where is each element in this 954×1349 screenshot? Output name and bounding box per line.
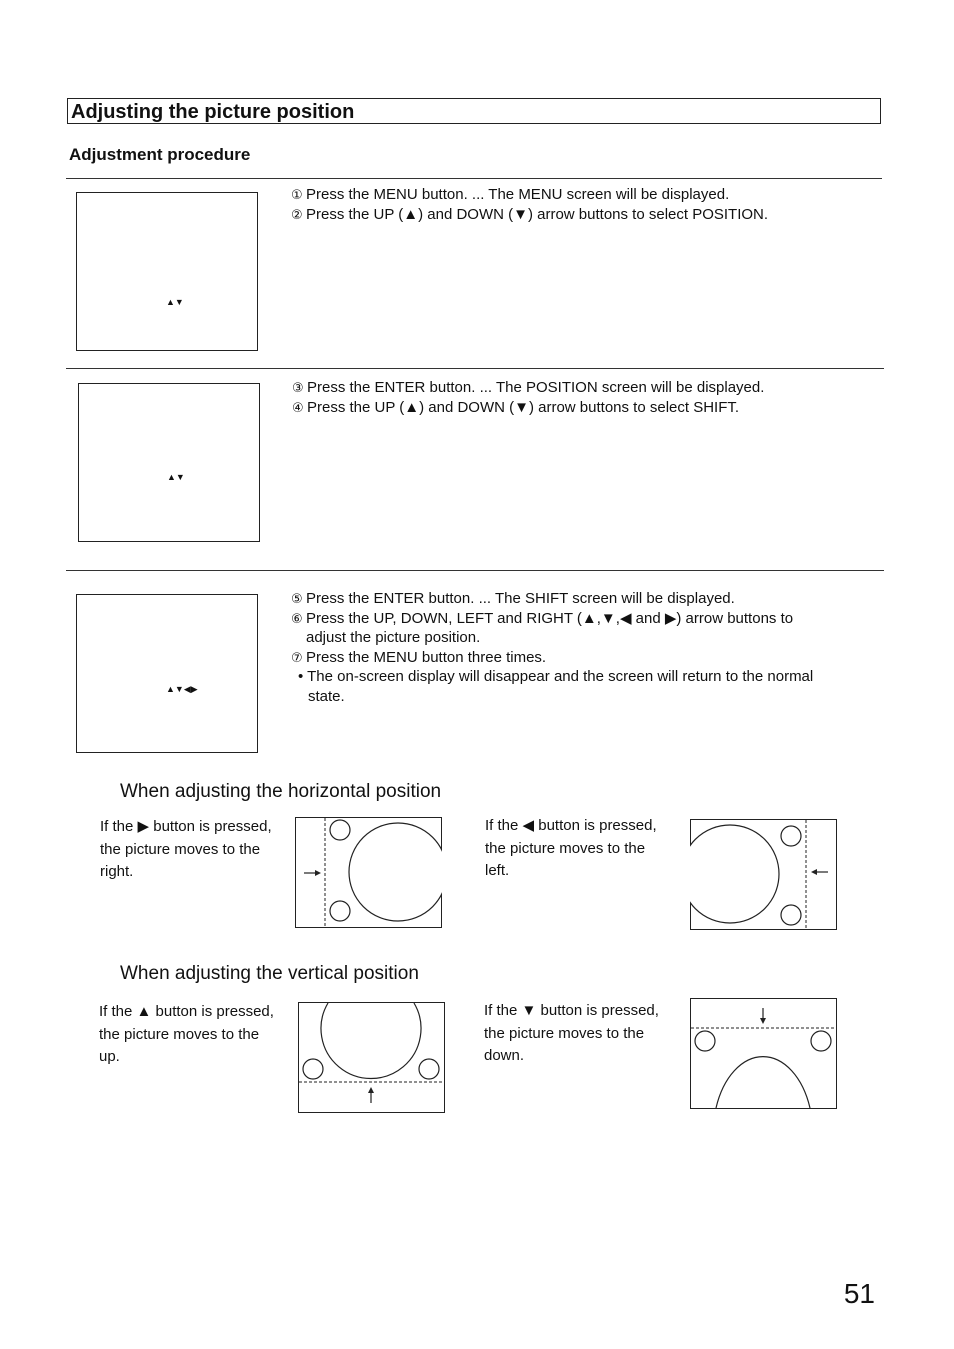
page-number: 51 [843,1278,875,1309]
picture-moves-left-diagram [690,819,837,930]
picture-moves-right-diagram [295,817,442,928]
divider [66,368,884,369]
step-6: ⑥ Press the UP, DOWN, LEFT and RIGHT (▲,▼,◀ and ▶) arrow buttons to [291,609,794,627]
step-group-1 [291,185,768,224]
step-5: ⑤ Press the ENTER button. ... The SHIFT screen will be displayed. [291,590,735,607]
menu-screen-illustration [76,192,258,351]
step-group-2 [292,378,764,417]
divider [66,570,884,571]
horizontal-section-title: When adjusting the horizontal position [120,781,442,802]
up-down-arrows-icon: ▲▼ [167,472,185,482]
four-way-arrows-icon: ▲▼◀▶ [166,684,198,694]
picture-moves-up-diagram [298,1002,445,1113]
step-7-note-continued: state. [308,687,345,705]
down-move-description: If the ▼ button is pressed, the picture moves to the down. [484,1002,659,1064]
step-1: ① Press the MENU button. ... The MENU screen will be displayed. [291,186,730,203]
step-7-note: • The on-screen display will disappear and the screen will return to the normal [298,668,814,685]
picture-moves-down-diagram [690,998,837,1109]
right-move-description: If the ▶ button is pressed, the picture moves to the right. [100,818,272,880]
subheading: Adjustment procedure [69,145,251,164]
shift-screen-illustration [76,594,258,753]
up-move-description: If the ▲ button is pressed, the picture moves to the up. [99,1003,274,1065]
vertical-section-title: When adjusting the vertical position [120,963,419,984]
step-group-3 [291,589,813,706]
section-title-box [67,98,881,124]
page-title: Adjusting the picture position [71,101,355,123]
position-screen-illustration [78,383,260,542]
up-down-arrows-icon: ▲▼ [166,297,184,307]
divider [66,178,882,179]
step-2: ② Press the UP (▲) and DOWN (▼) arrow buttons to select POSITION. [291,205,769,223]
step-3: ③ Press the ENTER button. ... The POSITION screen will be displayed. [292,379,765,396]
step-4: ④ Press the UP (▲) and DOWN (▼) arrow buttons to select SHIFT. [292,398,740,416]
left-move-description: If the ◀ button is pressed, the picture moves to the left. [485,817,657,879]
step-6-continued: adjust the picture position. [306,629,481,646]
step-7: ⑦ Press the MENU button three times. [291,648,547,666]
